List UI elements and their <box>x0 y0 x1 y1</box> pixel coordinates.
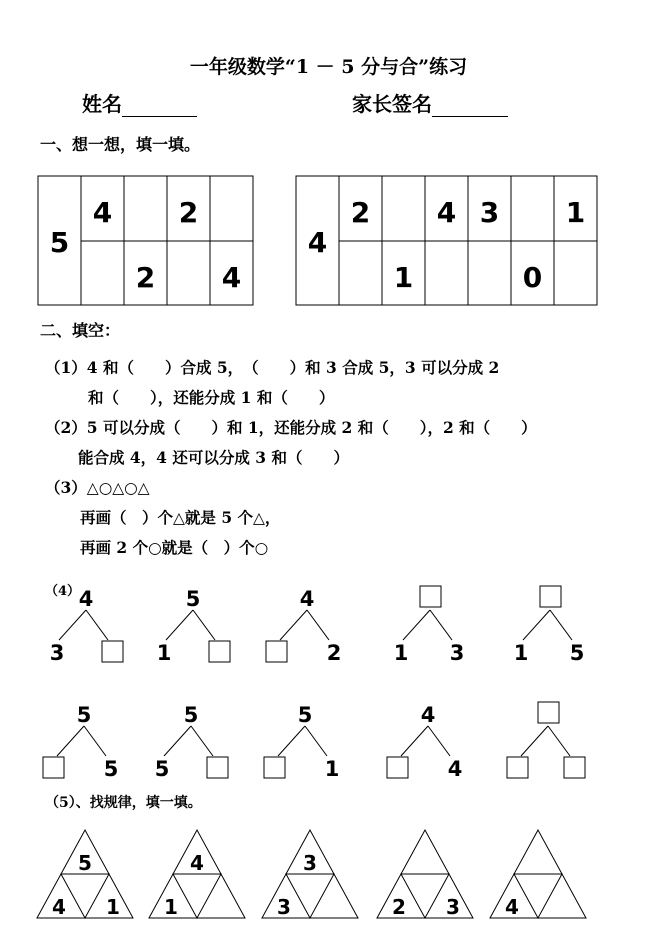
triangle-1-inner <box>61 874 109 918</box>
table-1-top-cell: 4 <box>92 196 113 229</box>
triangle-3-inner <box>286 874 334 918</box>
tree-row1-1-right-branch <box>86 610 108 640</box>
fill-tables <box>38 176 597 305</box>
question-3-line-1: （3）△○△○△ <box>45 478 150 497</box>
section-1-heading: 一、想一想，填一填。 <box>40 135 201 154</box>
triangle-1-right-number: 1 <box>106 895 120 919</box>
tree-row1-2-left-branch <box>166 610 193 640</box>
tree-row2-5-left-branch <box>521 726 548 756</box>
table-1-top-blank[interactable] <box>211 177 252 240</box>
tree-row1-3-left-branch <box>280 610 307 640</box>
tree-row1-4-right: 3 <box>449 641 465 665</box>
table-2-bottom-blank[interactable] <box>555 242 596 305</box>
table-2-top-cell: 3 <box>479 196 500 229</box>
tree-row2-5-top-box[interactable] <box>538 702 559 723</box>
table-1-bottom-cell: 4 <box>221 261 242 294</box>
tree-row1-2-top: 5 <box>185 587 201 611</box>
tree-row2-3-right-branch <box>305 726 327 756</box>
tree-row2-1-left-branch <box>57 726 84 756</box>
table-2-bottom-blank[interactable] <box>340 242 381 305</box>
pattern-triangles <box>37 830 586 919</box>
table-2-bottom-blank[interactable] <box>469 242 510 305</box>
page-title: 一年级数学“1 － 5 分与合”练习 <box>189 56 468 78</box>
triangle-2-left-number: 1 <box>164 895 178 919</box>
question-1-line-1: （1）4 和（ ）合成 5， （ ）和 3 合成 5，3 可以分成 2 <box>45 358 500 377</box>
tree-row1-1-left: 3 <box>49 641 65 665</box>
table-1-total: 5 <box>49 226 70 259</box>
table-2-top-blank[interactable] <box>512 177 553 240</box>
triangle-4-right-number: 3 <box>446 895 460 919</box>
tree-row1-5-left-branch <box>523 610 550 640</box>
table-1-bottom-cell: 2 <box>135 261 156 294</box>
tree-row2-2-top: 5 <box>183 703 199 727</box>
table-2-bottom-cell: 1 <box>393 261 414 294</box>
question-4-label: （4） <box>45 584 81 599</box>
triangle-4-inner <box>401 874 449 918</box>
tree-row1-5-top-box[interactable] <box>540 586 561 607</box>
tree-row2-5-left-box[interactable] <box>507 757 528 778</box>
triangle-1-left-number: 4 <box>52 895 66 919</box>
tree-row1-3-left-box[interactable] <box>266 641 287 662</box>
tree-row2-2-right-box[interactable] <box>207 757 228 778</box>
tree-row1-1-top: 4 <box>78 587 94 611</box>
table-1-top-blank[interactable] <box>125 177 166 240</box>
tree-row1-3-right-branch <box>307 610 329 640</box>
tree-row1-2-right-box[interactable] <box>209 641 230 662</box>
tree-row2-1-top: 5 <box>76 703 92 727</box>
table-2-bottom-cell: 0 <box>522 261 543 294</box>
tree-row2-4-right: 4 <box>447 757 463 781</box>
tree-row2-1-right-branch <box>84 726 106 756</box>
question-1-line-2: 和（ ），还能分成 1 和（ ） <box>88 388 335 407</box>
tree-row2-2-left: 5 <box>154 757 170 781</box>
triangle-1-top-number: 5 <box>78 851 92 875</box>
tree-row2-4-left-box[interactable] <box>387 757 408 778</box>
table-1-bottom-blank[interactable] <box>82 242 123 305</box>
triangle-4-left-number: 2 <box>392 895 406 919</box>
table-2-top-cell: 1 <box>565 196 586 229</box>
tree-row2-3-top: 5 <box>297 703 313 727</box>
tree-row2-2-left-branch <box>164 726 191 756</box>
tree-row2-4-left-branch <box>401 726 428 756</box>
tree-row1-4-left: 1 <box>393 641 409 665</box>
tree-row1-1-right-box[interactable] <box>102 641 123 662</box>
table-2-top-blank[interactable] <box>383 177 424 240</box>
tree-row2-1-left-box[interactable] <box>43 757 64 778</box>
parent-signature-label: 家长签名 <box>352 92 432 116</box>
tree-row1-2-left: 1 <box>156 641 172 665</box>
table-2-total: 4 <box>307 226 328 259</box>
table-2-bottom-blank[interactable] <box>426 242 467 305</box>
number-bond-trees <box>43 586 585 781</box>
tree-row1-4-right-branch <box>430 610 452 640</box>
tree-row2-1-right: 5 <box>103 757 119 781</box>
tree-row2-4-top: 4 <box>420 703 436 727</box>
triangle-2-top-number: 4 <box>190 851 204 875</box>
question-3-line-3: 再画 2 个○就是（ ）个○ <box>80 538 269 557</box>
tree-row1-3-right: 2 <box>326 641 342 665</box>
tree-row1-5-right: 5 <box>569 641 585 665</box>
triangle-3-left-number: 3 <box>277 895 291 919</box>
table-2-top-cell: 4 <box>436 196 457 229</box>
name-label: 姓名 <box>82 92 122 116</box>
question-2-line-2: 能合成 4，4 还可以分成 3 和（ ） <box>78 448 349 467</box>
tree-row1-4-left-branch <box>403 610 430 640</box>
tree-row2-4-right-branch <box>428 726 450 756</box>
tree-row2-2-right-branch <box>191 726 213 756</box>
triangle-5-inner <box>514 874 562 918</box>
tree-row1-5-right-branch <box>550 610 572 640</box>
tree-row1-5-left: 1 <box>513 641 529 665</box>
triangle-5-left-number: 4 <box>505 895 519 919</box>
section-2-heading: 二、填空： <box>40 321 121 340</box>
question-5-label: （5）、找规律，填一填。 <box>45 795 202 811</box>
table-1-bottom-blank[interactable] <box>168 242 209 305</box>
question-2-line-1: （2）5 可以分成（ ）和 1，还能分成 2 和（ ），2 和（ ） <box>45 418 537 437</box>
tree-row2-3-left-box[interactable] <box>264 757 285 778</box>
tree-row1-2-right-branch <box>193 610 215 640</box>
triangle-2-inner <box>173 874 221 918</box>
tree-row1-4-top-box[interactable] <box>420 586 441 607</box>
tree-row2-3-left-branch <box>278 726 305 756</box>
tree-row2-5-right-branch <box>548 726 570 756</box>
question-3-line-2: 再画（ ）个△就是 5 个△， <box>80 508 281 527</box>
tree-row2-3-right: 1 <box>324 757 340 781</box>
table-2-top-cell: 2 <box>350 196 371 229</box>
tree-row2-5-right-box[interactable] <box>564 757 585 778</box>
tree-row1-1-left-branch <box>59 610 86 640</box>
triangle-3-top-number: 3 <box>303 851 317 875</box>
tree-row1-3-top: 4 <box>299 587 315 611</box>
table-1-top-cell: 2 <box>178 196 199 229</box>
